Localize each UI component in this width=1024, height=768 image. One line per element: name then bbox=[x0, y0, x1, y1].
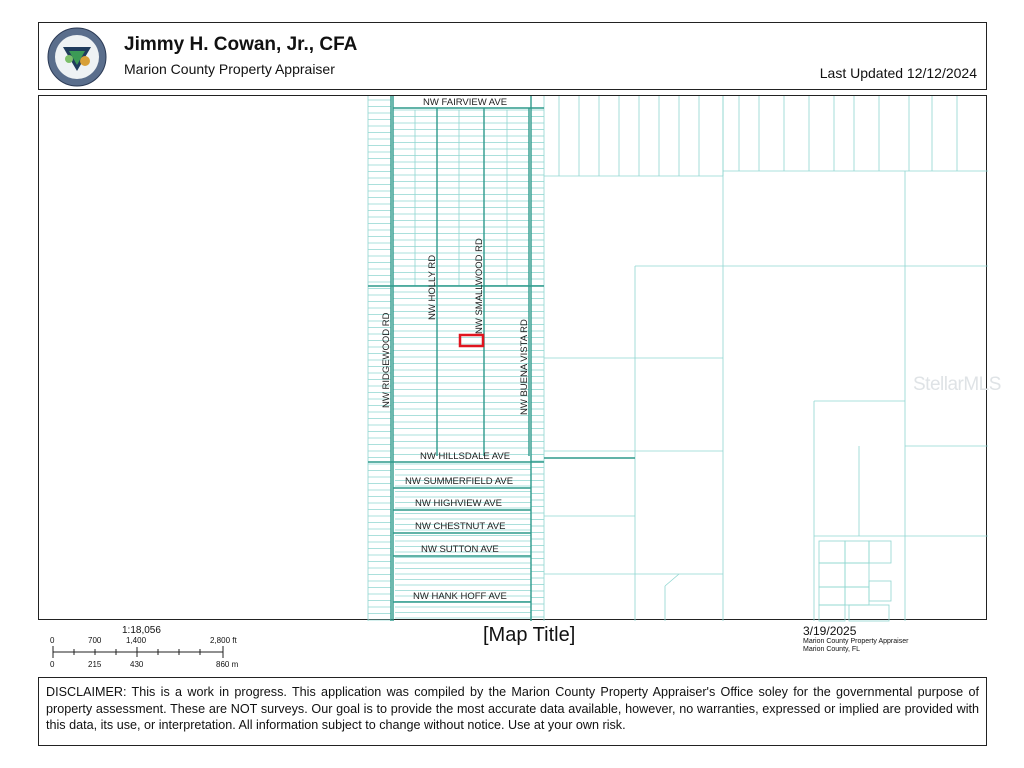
parcel-lines bbox=[368, 96, 988, 621]
print-location: Marion County, FL bbox=[803, 646, 861, 653]
property-appraiser-seal-icon bbox=[47, 27, 107, 87]
road-label-holly: NW HOLLY RD bbox=[427, 254, 438, 320]
scale-m-1: 215 bbox=[88, 660, 102, 669]
last-updated: Last Updated 12/12/2024 bbox=[819, 65, 977, 81]
scale-ft-0: 0 bbox=[50, 636, 55, 645]
print-source: Marion County Property Appraiser bbox=[803, 638, 909, 645]
road-labels bbox=[381, 97, 530, 602]
scale-ft-3: 2,800 ft bbox=[210, 636, 237, 645]
road-label-highview: NW HIGHVIEW AVE bbox=[415, 498, 502, 509]
disclaimer-text: DISCLAIMER: This is a work in progress. This application was compiled by the Marion County Property Appraiser's Office soley for the governmental purpose of property assessment. These are NOT surveys. Our goal is to provide the most accurate data available, however, no warranties, expressed or implied are provided with this data, its use, or interpretation. All information subject to change without notice. Use at your own risk. bbox=[46, 685, 979, 732]
map-title: [Map Title] bbox=[483, 624, 576, 646]
road-label-hillsdale: NW HILLSDALE AVE bbox=[420, 451, 511, 462]
road-label-chestnut: NW CHESTNUT AVE bbox=[415, 521, 506, 532]
scale-m-0: 0 bbox=[50, 660, 55, 669]
appraiser-name: Jimmy H. Cowan, Jr., CFA bbox=[124, 34, 358, 55]
print-info bbox=[803, 624, 908, 654]
scale-m-3: 860 m bbox=[216, 660, 239, 669]
road-label-smallwood: NW SMALLWOOD RD bbox=[474, 238, 485, 334]
scale-ft-2: 1,400 bbox=[126, 636, 147, 645]
print-date: 3/19/2025 bbox=[803, 624, 857, 638]
road-label-hank-hoff: NW HANK HOFF AVE bbox=[413, 591, 507, 602]
scale-bar bbox=[48, 623, 258, 669]
scale-m-2: 430 bbox=[130, 660, 144, 669]
road-label-sutton: NW SUTTON AVE bbox=[421, 544, 499, 555]
map-canvas[interactable] bbox=[39, 96, 988, 621]
road-label-ridgewood: NW RIDGEWOOD RD bbox=[381, 312, 392, 408]
office-name: Marion County Property Appraiser bbox=[124, 61, 335, 77]
parcel-map[interactable] bbox=[38, 95, 1001, 620]
disclaimer-panel bbox=[38, 677, 987, 746]
road-label-summerfield: NW SUMMERFIELD AVE bbox=[405, 476, 514, 487]
road-label-buena-vista: NW BUENA VISTA RD bbox=[519, 319, 530, 415]
scale-ratio: 1:18,056 bbox=[122, 625, 161, 636]
scale-ft-1: 700 bbox=[88, 636, 102, 645]
stellarmls-watermark: StellarMLS bbox=[913, 374, 1001, 395]
header-panel bbox=[38, 22, 987, 90]
road-label-fairview: NW FAIRVIEW AVE bbox=[423, 97, 508, 108]
